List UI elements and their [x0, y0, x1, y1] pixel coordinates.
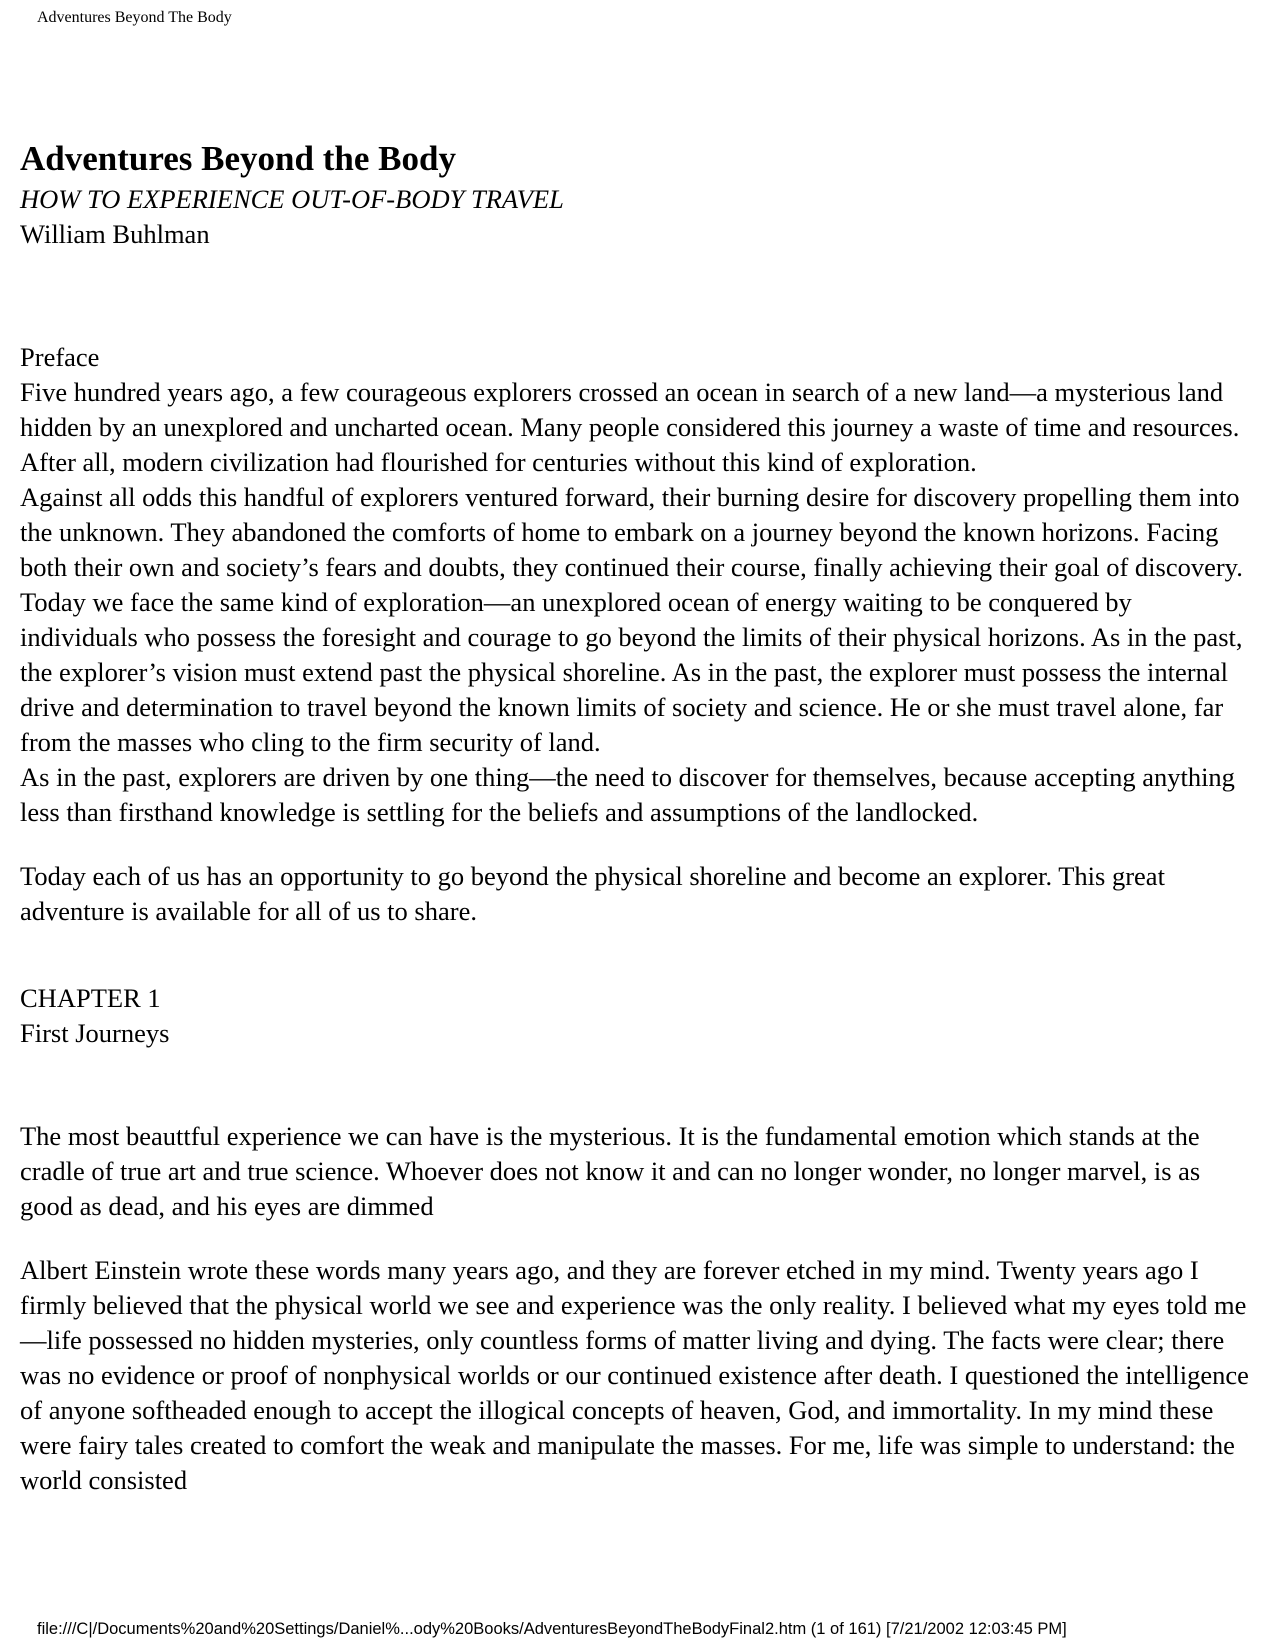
preface-paragraph-2: Against all odds this handful of explorers ventured forward, their burning desire for discovery propelling them into the unknown. They abandoned the comforts of home to embark on a journey beyond the known horizons. Facing both their own and society’s fears and doubts, they continued their course, finally achieving their goal of discovery. [20, 482, 1243, 582]
running-header: Adventures Beyond The Body [37, 9, 232, 26]
chapter-epigraph: The most beauttful experience we can have is the mysterious. It is the fundamental emotion which stands at the cradle of true art and true science. Whoever does not know it and can no longer wonder, no longer marvel, is as good as dead, and his eyes are dimmed [20, 1121, 1201, 1221]
preface-paragraph-1: Five hundred years ago, a few courageous explorers crossed an ocean in search of a new land—a mysterious land hidden by an unexplored and uncharted ocean. Many people considered this journey a waste of time and resources. After all, modern civilization had flourished for centuries without this kind of exploration. [20, 377, 1240, 477]
chapter-title: First Journeys [20, 1018, 170, 1048]
preface-paragraph-4: As in the past, explorers are driven by one thing—the need to discover for themselves, because accepting anything less than firsthand knowledge is settling for the beliefs and assumptions of the landlocked. [20, 762, 1235, 827]
source-footer: file:///C|/Documents%20and%20Settings/Daniel%...ody%20Books/AdventuresBeyondTheBodyFinal2.htm (1 of 161) [7/21/2002 12:03:45 PM] [37, 1620, 1067, 1638]
book-title: Adventures Beyond the Body [20, 139, 456, 178]
chapter-number: CHAPTER 1 [20, 983, 161, 1013]
document-body [20, 136, 1255, 1498]
preface-paragraph-3: Today we face the same kind of exploration—an unexplored ocean of energy waiting to be conquered by individuals who possess the foresight and courage to go beyond the limits of their physical horizons. As in the past, the explorer’s vision must extend past the physical shoreline. As in the past, the explorer must possess the internal drive and determination to travel beyond the known limits of society and science. He or she must travel alone, far from the masses who cling to the firm security of land. [20, 587, 1243, 757]
book-subtitle: HOW TO EXPERIENCE OUT-OF-BODY TRAVEL [20, 184, 564, 214]
chapter-body-paragraph: Albert Einstein wrote these words many years ago, and they are forever etched in my mind. Twenty years ago I firmly believed that the physical world we see and experience was the only reality. I believed what my eyes told me—life possessed no hidden mysteries, only countless forms of matter living and dying. The facts were clear; there was no evidence or proof of nonphysical worlds or our continued existence after death. I questioned the intelligence of anyone softheaded enough to accept the illogical concepts of heaven, God, and immortality. In my mind these were fairy tales created to comfort the weak and manipulate the masses. For me, life was simple to understand: the world consisted [20, 1255, 1249, 1495]
preface-paragraph-5: Today each of us has an opportunity to go beyond the physical shoreline and become an explorer. This great adventure is available for all of us to share. [20, 861, 1165, 926]
preface-heading: Preface [20, 342, 100, 372]
author-name: William Buhlman [20, 219, 210, 249]
